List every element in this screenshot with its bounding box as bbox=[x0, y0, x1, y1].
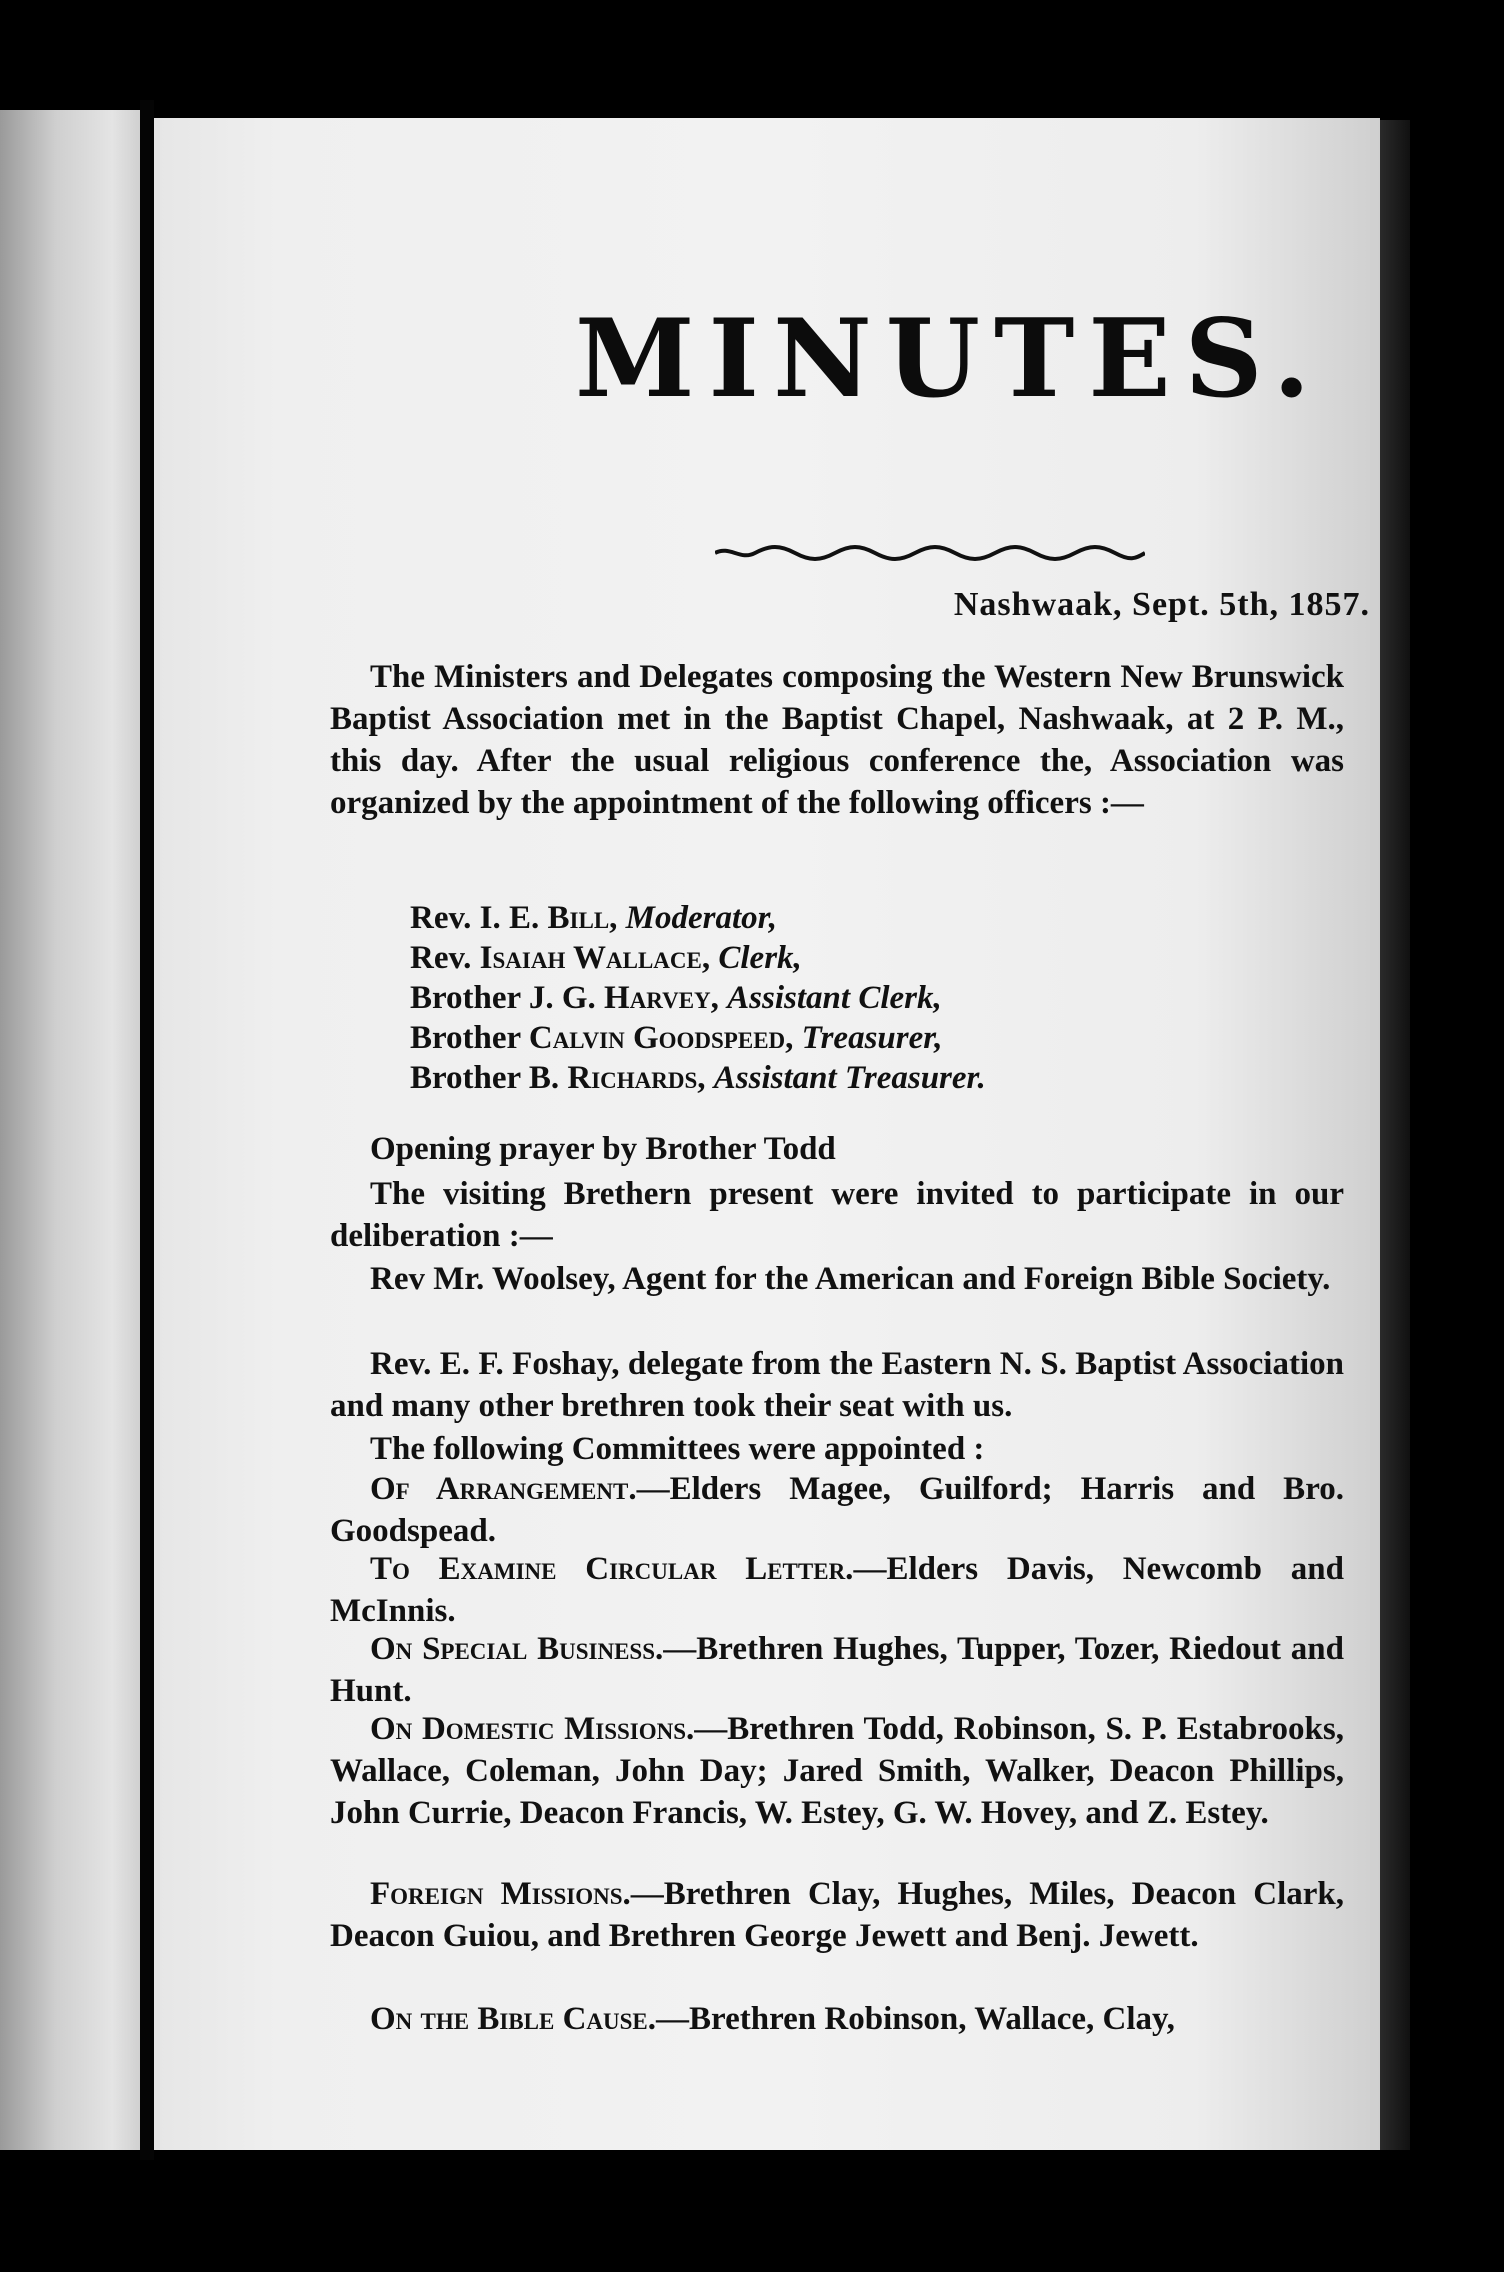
woolsey-paragraph: Rev Mr. Woolsey, Agent for the American and Foreign Bible Society. bbox=[370, 1261, 1331, 1297]
facing-page-edge bbox=[0, 110, 140, 2150]
officer-entry bbox=[410, 978, 986, 1018]
officer-entry bbox=[410, 898, 986, 938]
committee-members: —Brethren Robinson, Wallace, Clay, bbox=[656, 2001, 1175, 2037]
committee-entry bbox=[330, 1998, 1344, 2040]
officer-entry bbox=[410, 1018, 986, 1058]
committee-members: —Brethren Hughes, Tupper, Tozer, Riedout and Hunt. bbox=[330, 1631, 1344, 1709]
officer-name: B. Richards, bbox=[528, 1060, 706, 1096]
committee-members: —Brethren Clay, Hughes, Miles, Deacon Clark, Deacon Guiou, and Brethren George Jewett and Benj. Jewett. bbox=[330, 1876, 1344, 1954]
officer-role: Treasurer, bbox=[801, 1020, 943, 1056]
committee-heading: On Special Business. bbox=[370, 1631, 664, 1667]
officers-list bbox=[410, 898, 986, 1098]
officer-name: I. E. Bill, bbox=[479, 900, 618, 936]
document-page bbox=[154, 118, 1380, 2150]
page-edge-shadow bbox=[1380, 120, 1410, 2150]
committee-members: —Elders Magee, Guilford; Harris and Bro. Goodspead. bbox=[330, 1471, 1344, 1549]
committee-entry bbox=[330, 1708, 1344, 1834]
committee-entry bbox=[330, 1873, 1344, 1957]
committee-members: —Elders Davis, Newcomb and McInnis. bbox=[330, 1551, 1344, 1629]
officer-prefix: Brother bbox=[410, 1020, 521, 1056]
officer-prefix: Brother bbox=[410, 1060, 521, 1096]
committees-intro: The following Committees were appointed : bbox=[370, 1431, 985, 1467]
officer-entry bbox=[410, 938, 986, 978]
officer-name: J. G. Harvey, bbox=[528, 980, 719, 1016]
committee-entry bbox=[330, 1548, 1344, 1632]
committee-heading: On Domestic Missions. bbox=[370, 1711, 695, 1747]
officer-role: Clerk, bbox=[718, 940, 802, 976]
dateline: Nashwaak, Sept. 5th, 1857. bbox=[953, 586, 1370, 623]
officer-role: Assistant Clerk, bbox=[727, 980, 942, 1016]
visiting-brethren-paragraph: The visiting Brethern present were invited to participate in our deliberation :— bbox=[330, 1176, 1344, 1254]
officer-name: Calvin Goodspeed, bbox=[528, 1020, 794, 1056]
book-gutter bbox=[140, 100, 154, 2160]
officer-role: Moderator, bbox=[625, 900, 777, 936]
committee-entry bbox=[330, 1468, 1344, 1552]
committee-heading: Foreign Missions. bbox=[370, 1876, 631, 1912]
officer-prefix: Rev. bbox=[410, 940, 472, 976]
page-title: MINUTES. bbox=[575, 296, 1325, 422]
ornamental-rule bbox=[715, 543, 1145, 563]
opening-prayer: Opening prayer by Brother Todd bbox=[370, 1131, 836, 1167]
committee-heading: On the Bible Cause. bbox=[370, 2001, 657, 2037]
foshay-paragraph: Rev. E. F. Foshay, delegate from the Eastern N. S. Baptist Association and many other brethren took their seat with us. bbox=[330, 1346, 1344, 1424]
officer-entry bbox=[410, 1058, 986, 1098]
officer-prefix: Rev. bbox=[410, 900, 472, 936]
committee-heading: To Examine Circular Letter. bbox=[370, 1551, 854, 1587]
committee-entry bbox=[330, 1628, 1344, 1712]
committee-members: —Brethren Todd, Robinson, S. P. Estabrooks, Wallace, Coleman, John Day; Jared Smith, Walker, Deacon Phillips, John Currie, Deacon Francis, W. Estey, G. W. Hovey, and Z. Estey. bbox=[330, 1711, 1344, 1831]
opening-paragraph: The Ministers and Delegates composing the Western New Brunswick Baptist Association met in the Baptist Chapel, Nashwaak, at 2 P. M., this day. After the usual religious conference the, Association was organized by the appointment of the following officers :— bbox=[330, 659, 1344, 821]
officer-role: Assistant Treasurer. bbox=[713, 1060, 986, 1096]
committee-heading: Of Arrangement. bbox=[370, 1471, 637, 1507]
officer-prefix: Brother bbox=[410, 980, 521, 1016]
officer-name: Isaiah Wallace, bbox=[479, 940, 711, 976]
